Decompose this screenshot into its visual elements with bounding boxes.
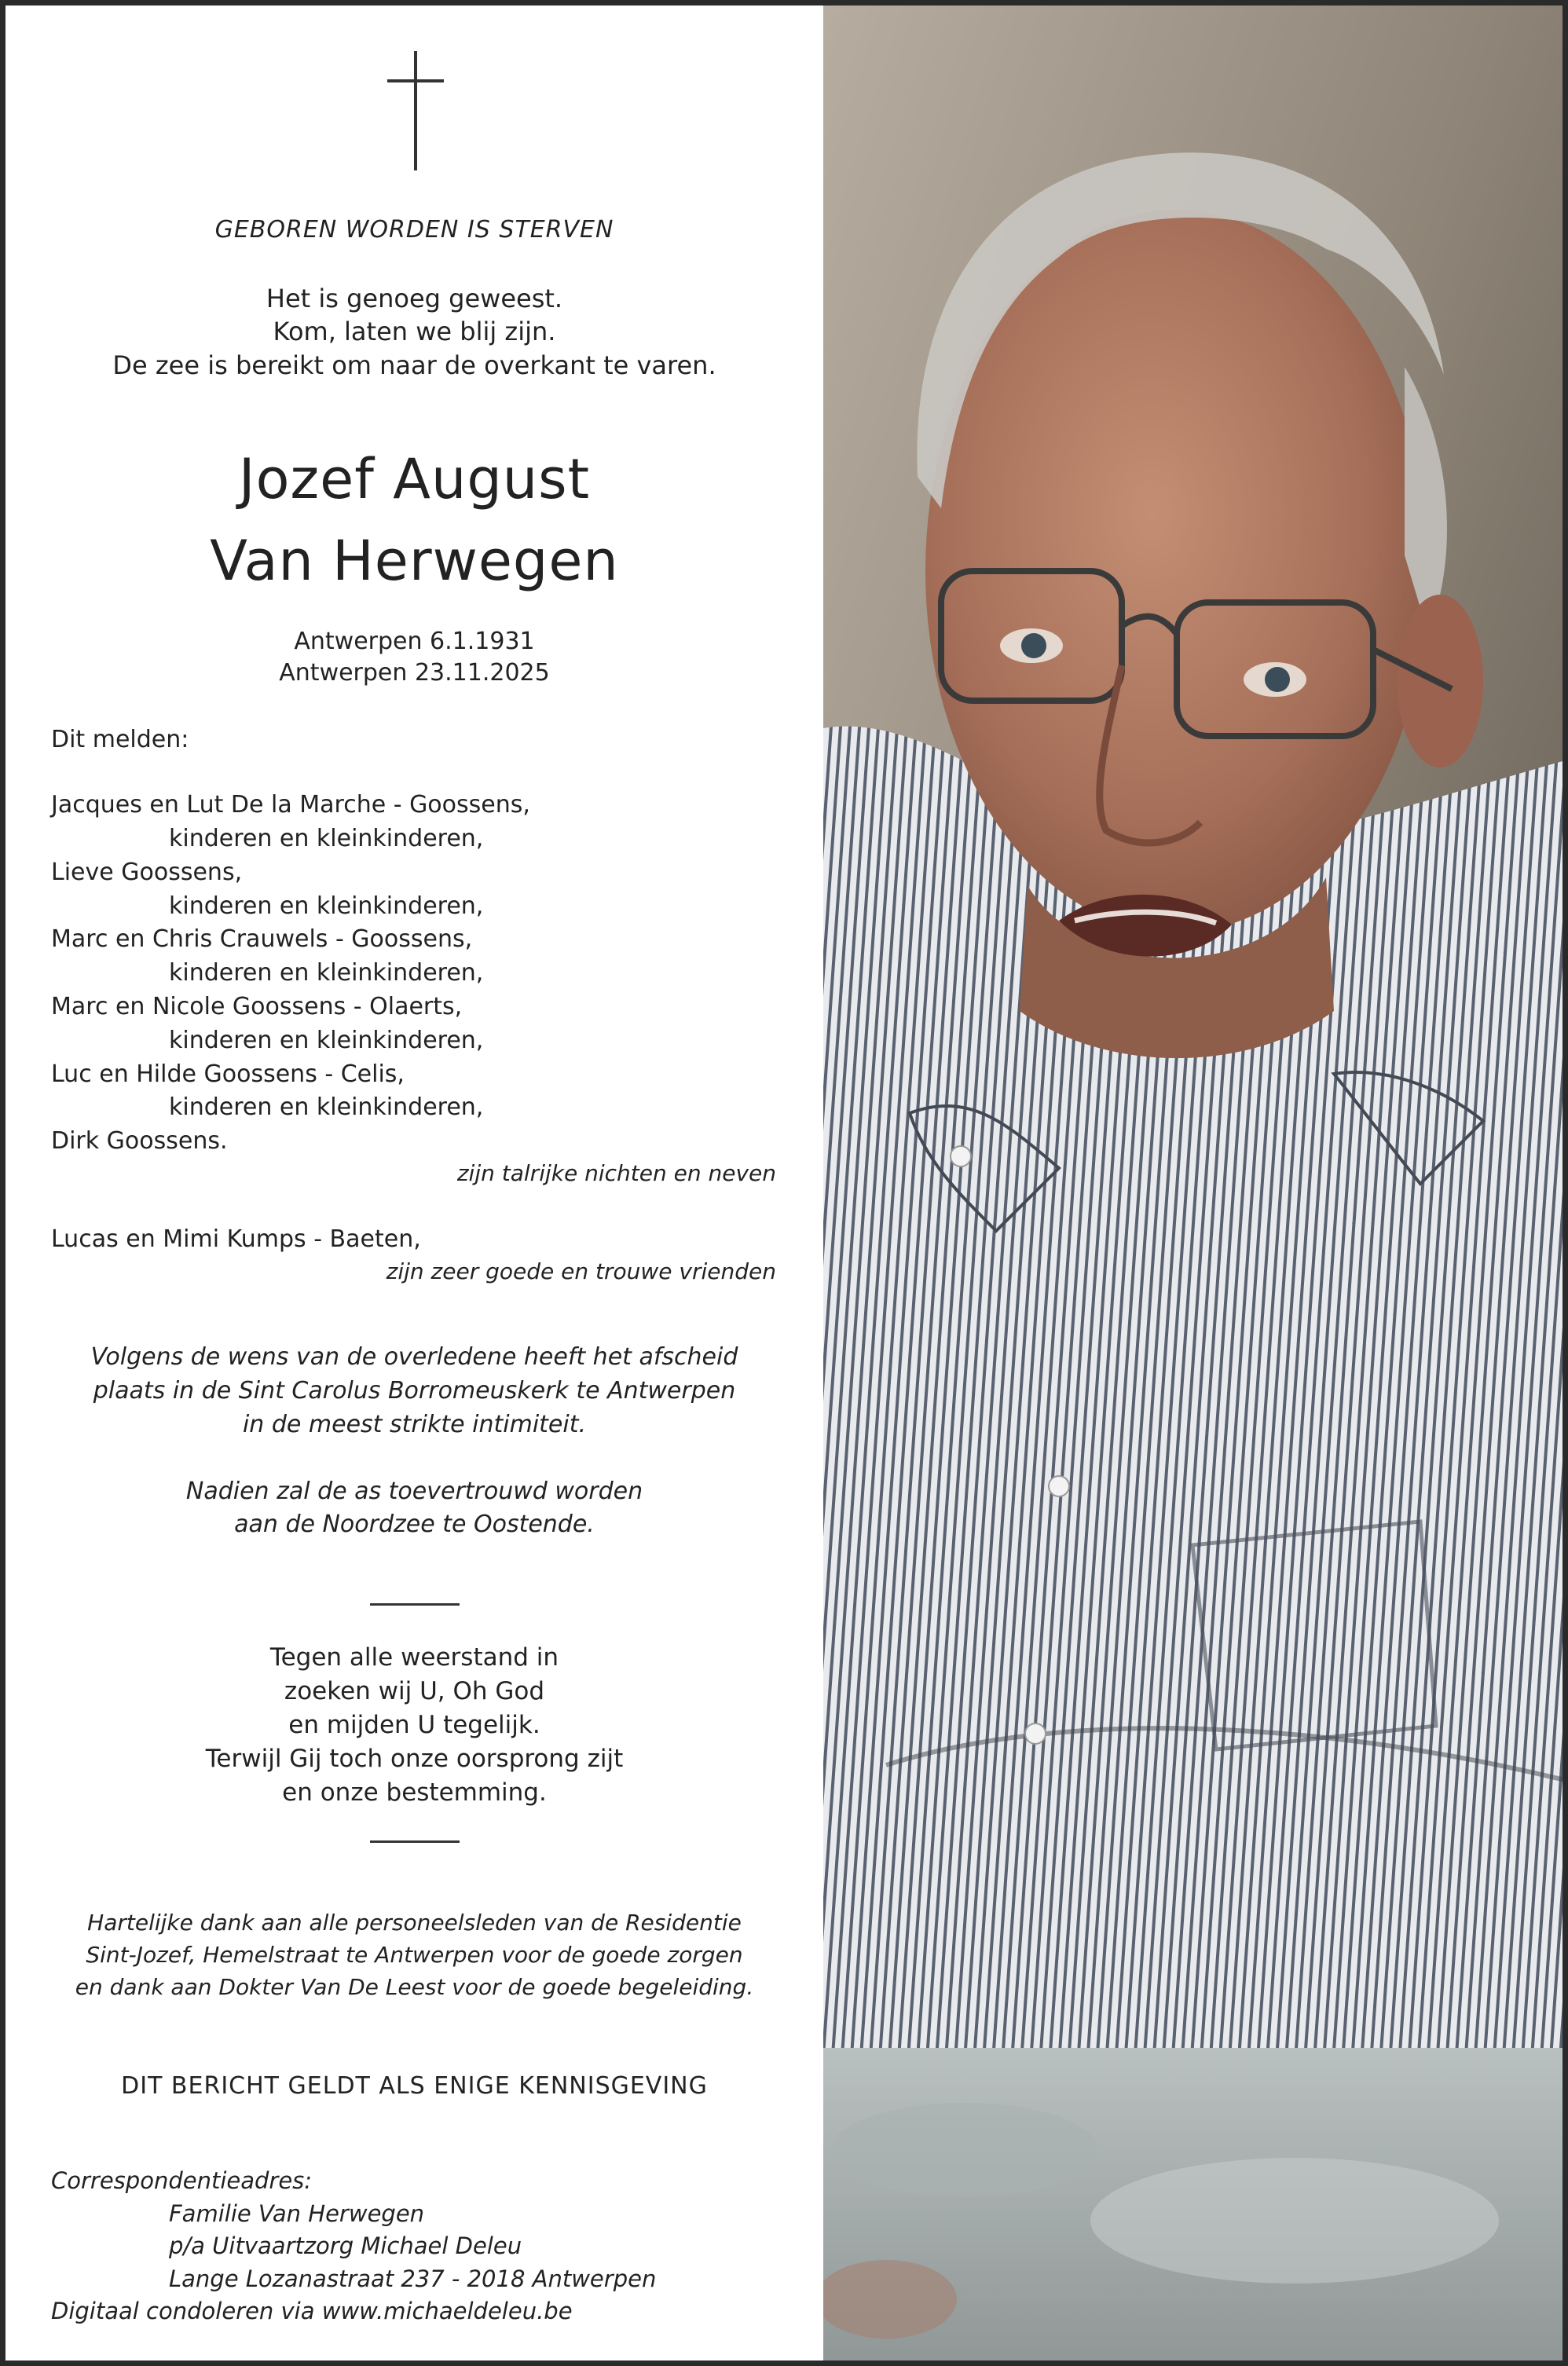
poem-line-1: Het is genoeg geweest. xyxy=(266,284,563,313)
poem-line-3: De zee is bereikt om naar de overkant te varen. xyxy=(112,350,716,380)
family-line: kinderen en kleinkinderen, xyxy=(169,892,484,920)
text-column xyxy=(5,5,823,2361)
farewell-line-3: in de meest strikte intimiteit. xyxy=(242,1411,587,1438)
announcement-intro: Dit melden: xyxy=(51,726,189,753)
thanks-line-3: en dank aan Dokter Van De Leest voor de goede begeleiding. xyxy=(75,1974,754,2000)
family-line: Jacques en Lut De la Marche - Goossens, xyxy=(51,791,530,819)
family-line: kinderen en kleinkinderen, xyxy=(169,1027,484,1054)
portrait-photo xyxy=(823,5,1568,2361)
prayer-line-5: en onze bestemming. xyxy=(282,1778,547,1807)
prayer-line-3: en mijden U tegelijk. xyxy=(288,1711,540,1739)
family-line: Marc en Nicole Goossens - Olaerts, xyxy=(51,993,463,1020)
notice: DIT BERICHT GELDT ALS ENIGE KENNISGEVING xyxy=(121,2072,708,2100)
death-date: Antwerpen 23.11.2025 xyxy=(279,659,550,687)
latin-cross-icon xyxy=(387,51,444,170)
divider-top xyxy=(370,1603,460,1606)
correspondence-family: Familie Van Herwegen xyxy=(169,2200,425,2227)
family-line: kinderen en kleinkinderen, xyxy=(169,959,484,987)
portrait-column xyxy=(823,5,1568,2361)
correspondence-label: Correspondentieadres: xyxy=(51,2167,313,2194)
ashes-line-2: aan de Noordzee te Oostende. xyxy=(234,1511,595,1538)
correspondence-care-of: p/a Uitvaartzorg Michael Deleu xyxy=(169,2232,522,2259)
family-line: kinderen en kleinkinderen, xyxy=(169,825,484,852)
correspondence-address: Lange Lozanastraat 237 - 2018 Antwerpen xyxy=(169,2265,657,2292)
motto: GEBOREN WORDEN IS STERVEN xyxy=(214,216,614,244)
deceased-first-names: Jozef August xyxy=(238,447,591,511)
ashes-line-1: Nadien zal de as toevertrouwd worden xyxy=(185,1478,643,1505)
family-line: Marc en Chris Crauwels - Goossens, xyxy=(51,925,473,953)
divider-bottom xyxy=(370,1840,460,1843)
family-line: Dirk Goossens. xyxy=(51,1127,228,1155)
prayer-line-1: Tegen alle weerstand in xyxy=(269,1643,559,1672)
friends-role: zijn zeer goede en trouwe vrienden xyxy=(386,1258,776,1284)
thanks-line-2: Sint-Jozef, Hemelstraat te Antwerpen voor de goede zorgen xyxy=(86,1942,743,1968)
family-line: Lieve Goossens, xyxy=(51,859,243,886)
online-condolence: Digitaal condoleren via www.michaeldeleu.be xyxy=(51,2298,573,2324)
prayer-line-2: zoeken wij U, Oh God xyxy=(284,1677,545,1705)
poem-line-2: Kom, laten we blij zijn. xyxy=(273,317,556,346)
nieces-nephews: zijn talrijke nichten en neven xyxy=(456,1160,776,1186)
deceased-surname: Van Herwegen xyxy=(210,529,619,593)
family-line: kinderen en kleinkinderen, xyxy=(169,1093,484,1121)
family-line: Luc en Hilde Goossens - Celis, xyxy=(51,1060,405,1088)
prayer-line-4: Terwijl Gij toch onze oorsprong zijt xyxy=(205,1745,624,1773)
birth-date: Antwerpen 6.1.1931 xyxy=(294,628,535,655)
farewell-line-2: plaats in de Sint Carolus Borromeuskerk te Antwerpen xyxy=(93,1377,736,1405)
friends-name: Lucas en Mimi Kumps - Baeten, xyxy=(51,1225,421,1253)
farewell-line-1: Volgens de wens van de overledene heeft het afscheid xyxy=(90,1343,738,1371)
thanks-line-1: Hartelijke dank aan alle personeelsleden van de Residentie xyxy=(87,1910,742,1936)
